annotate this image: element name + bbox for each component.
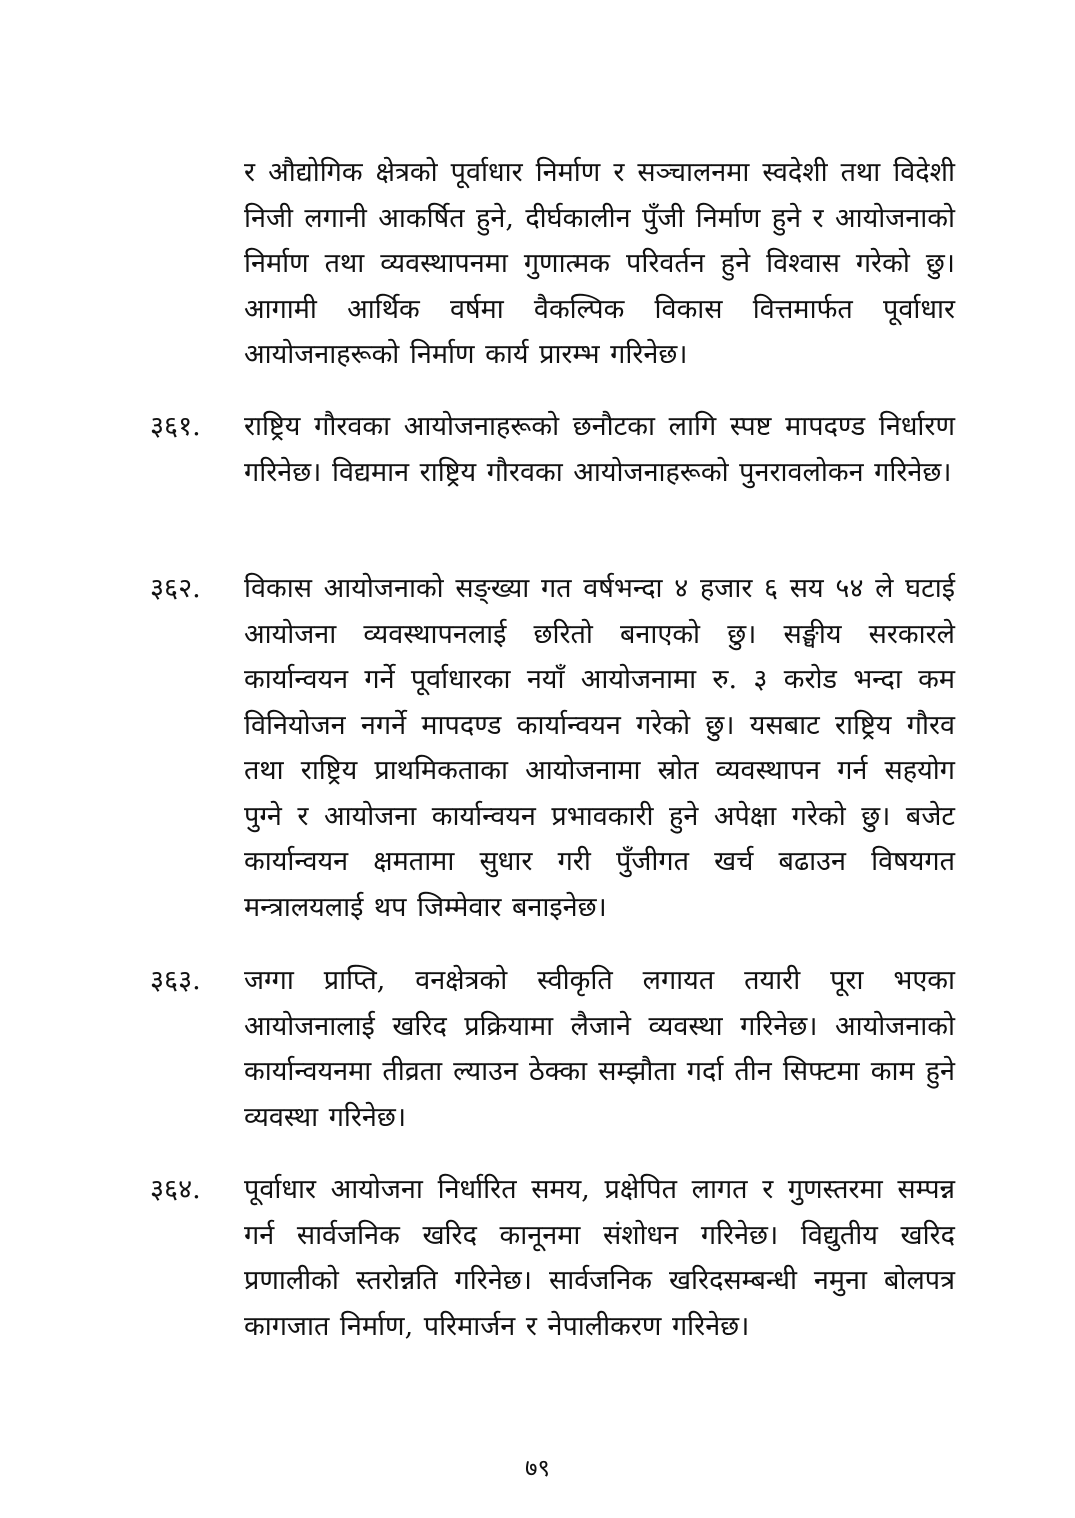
paragraph-text: विकास आयोजनाको सङ्ख्या गत वर्षभन्दा ४ हजार ६ सय ५४ ले घटाई आयोजना व्यवस्थापनलाई छरितो बनाएको छु। सङ्घीय सरकारले कार्यान्वयन गर्ने पूर्वाधारका नयाँ आयोजनामा रु. ३ करोड भन्दा कम विनियोजन नगर्ने मापदण्ड कार्यान्वयन गरेको छु। यसबाट राष्ट्रिय गौरव तथा राष्ट्रिय प्राथमिकताका आयोजनामा स्रोत व्यवस्थापन गर्न सहयोग पुग्ने र आयोजना कार्यान्वयन प्रभावकारी हुने अपेक्षा गरेको छु। बजेट कार्यान्वयन क्षमतामा सुधार गरी पुँजीगत खर्च बढाउन विषयगत मन्त्रालयलाई थप जिम्मेवार बनाइनेछ। xyxy=(244,573,955,923)
paragraph-362 xyxy=(150,566,955,930)
paragraph-363 xyxy=(150,958,955,1140)
paragraph-number: ३६३. xyxy=(150,965,201,996)
paragraph-text: पूर्वाधार आयोजना निर्धारित समय, प्रक्षेपित लागत र गुणस्तरमा सम्पन्न गर्न सार्वजनिक खरिद कानूनमा संशोधन गरिनेछ। विद्युतीय खरिद प्रणालीको स्तरोन्नति गरिनेछ। सार्वजनिक खरिदसम्बन्धी नमुना बोलपत्र कागजात निर्माण, परिमार्जन र नेपालीकरण गरिनेछ। xyxy=(244,1174,955,1342)
paragraph-text: र औद्योगिक क्षेत्रको पूर्वाधार निर्माण र सञ्चालनमा स्वदेशी तथा विदेशी निजी लगानी आकर्षित हुने, दीर्घकालीन पुँजी निर्माण हुने र आयोजनाको निर्माण तथा व्यवस्थापनमा गुणात्मक परिवर्तन हुने विश्वास गरेको छु। आगामी आर्थिक वर्षमा वैकल्पिक विकास वित्तमार्फत पूर्वाधार आयोजनाहरूको निर्माण कार्य प्रारम्भ गरिनेछ। xyxy=(244,157,955,370)
paragraph-number: ३६४. xyxy=(150,1174,201,1205)
page-number: ७९ xyxy=(525,1454,550,1482)
paragraph-continuation xyxy=(150,150,955,378)
paragraph-364 xyxy=(150,1167,955,1349)
paragraph-number: ३६२. xyxy=(150,573,201,604)
paragraph-361 xyxy=(150,404,955,495)
paragraph-text: राष्ट्रिय गौरवका आयोजनाहरूको छनौटका लागि स्पष्ट मापदण्ड निर्धारण गरिनेछ। विद्यमान राष्ट्रिय गौरवका आयोजनाहरूको पुनरावलोकन गरिनेछ। xyxy=(244,411,955,488)
paragraph-text: जग्गा प्राप्ति, वनक्षेत्रको स्वीकृति लगायत तयारी पूरा भएका आयोजनालाई खरिद प्रक्रियामा लैजाने व्यवस्था गरिनेछ। आयोजनाको कार्यान्वयनमा तीव्रता ल्याउन ठेक्का सम्झौता गर्दा तीन सिफ्टमा काम हुने व्यवस्था गरिनेछ। xyxy=(244,965,955,1133)
paragraph-number: ३६१. xyxy=(150,411,201,442)
